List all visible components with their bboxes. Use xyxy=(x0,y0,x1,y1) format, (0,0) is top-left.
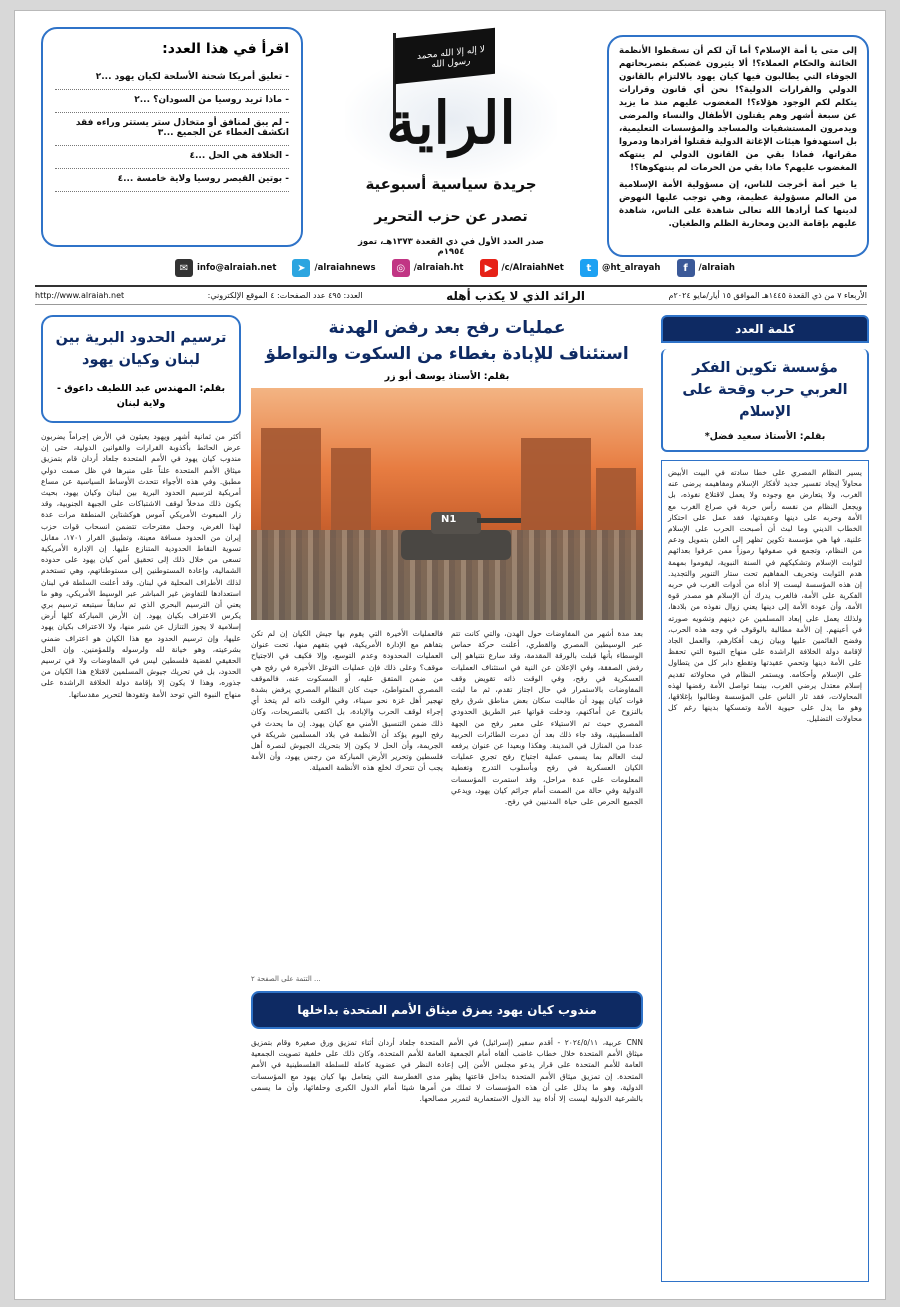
social-handle: /alraiah xyxy=(698,263,735,273)
editorial-author: بقلم: الأستاذ سعيد فضل* xyxy=(704,431,826,442)
lebanon-article-title-box xyxy=(41,315,241,423)
newspaper-logo: الراية xyxy=(386,89,516,157)
article-photo xyxy=(251,388,643,620)
issue-number: العدد: ٤٩٥ عدد الصفحات: ٤ الموقع الإلكتروني: xyxy=(207,291,363,300)
intro-paragraph: إلى متى يا أمة الإسلام؟ أما آن لكم أن تسقطوا الأنظمة الخائنة والحكام العملاء؟! ألا يثيرون غضبكم بتصريحاتهم الجوفاء التي يطالبون فيها كيان يهود بالالتزام بالقانون الدولي والقرارات الدولية؟! نحن أي قانون وقرارات يتكلم لكم الوجود هؤلاء؟! المغضوب عليهم منذ ما يزيد عن سبعة أشهر وهم يقتلون الأطفال والنساء والمرضى ويدمرون المستشفيات والمساجد والمؤسسات التعليمية، بل استهدفوا هيئات الإغاثة الدولية فقتلوا أفرادها ودمروا مقراتها، فماذا بقي من القانون الدولي لم ينتهكه المغضوب عليهم؟ ماذا بقي من الحرمات لم ينتهكوها؟! xyxy=(619,46,857,173)
toc-box xyxy=(41,27,303,247)
toc-item[interactable]: - الخلافة هي الحل ...٤ xyxy=(55,146,289,169)
flag-text: لا إله إلا الله محمد رسول الله xyxy=(417,44,485,71)
social-handle: info@alraiah.net xyxy=(197,263,277,273)
intro-box xyxy=(607,35,869,257)
social-link-twitter[interactable] xyxy=(580,259,661,277)
main-article-author: بقلم: الأستاذ يوسف أبو زر xyxy=(384,371,510,382)
masthead xyxy=(345,29,557,259)
telegram-icon: ➤ xyxy=(292,259,310,277)
twitter-icon: t xyxy=(580,259,598,277)
newspaper-page xyxy=(14,10,886,1300)
publisher-line: تصدر عن حزب التحرير xyxy=(374,209,528,225)
editorial-body: يسير النظام المصري على خطا سادته في البيت الأبيض محاولاً إيجاد تفسير جديد لأفكار الإسلام ومفاهيمه يرضى عنه الغرب، ولا يتعارض مع وجوده ولا يعمل لاقتلاع نفوذه، بل ويجعل النظام من نفسه رأس حربة في صراع الغرب مع الأمة وحربه على دينها وعقيدتها، فقد عمل على احتكار الخطاب الديني وما لبث أن أصبحت الحرب على الإسلام علنية، فها هي مؤسسة تكوين تظهر إلى العلن بتمويل ودعم من النظام، وتجمع في صفوفها رموزاً ممن عرفوا بعدائهم لثوابت الإسلام وتشكيكهم في السنة النبوية، ليقوموا بمهمة هدم الثوابت وتحريف المفاهيم تحت ستار التنوير والتجديد. إن هذه المؤسسة ليست إلا أداة من أدوات الغرب في حربه الفكرية على الأمة، فالغرب يدرك أن الإسلام هو مصدر قوة الأمة، وأن عودة الأمة إلى دينها يعني زوال نفوذه من بلادها، ولذلك يعمل على إبعاد المسلمين عن دينهم وتشويه صورته في أعينهم. إن الأمة مطالبة بالوقوف في وجه هذه الحرب، وفضح القائمين عليها وبيان زيف أفكارهم، والعمل الجاد لإقامة دولة الخلافة الراشدة على منهاج النبوة التي تحفظ على الأمة دينها وتحمي عقيدتها وتقطع دابر كل من يتطاول على الإسلام وأحكامه. ويستمر النظام في محاولاته تقديم إسلام معتدل يرضي الغرب، بينما تواصل الأمة رفضها لهذه المحاولات، فقد ثار الناس على المؤسسة وطالبوا بإغلاقها، وهو ما يدل على حيوية الأمة وتمسكها بدينها رغم كل محاولات التضليل. xyxy=(661,460,869,1282)
social-handle: @ht_alrayah xyxy=(601,263,661,273)
tank-label: N1 xyxy=(441,514,457,525)
editorial-header: كلمة العدد xyxy=(661,315,869,343)
main-article xyxy=(251,315,643,1295)
facebook-icon: f xyxy=(677,259,695,277)
editorial-title[interactable]: مؤسسة تكوين الفكر العربي حرب وقحة على الإسلام xyxy=(682,360,848,420)
social-links-bar xyxy=(175,257,735,279)
news-banner-body: CNN عربية، ٢٠٢٤/٥/١١ - أقدم سفير (إسرائيل) في الأمم المتحدة جلعاد أردان أثناء تمزيق ورق صغيرة وقام بتمزيق ميثاق الأمم المتحدة خلال خطاب غاضب ألقاه أمام الجمعية العامة للأمم المتحدة، وكان ذلك على خلفية تصويت الجمعية العامة للأمم المتحدة على قرار يدعو مجلس الأمن إلى إعادة النظر في عضوية كاملة للسلطة الفلسطينية في الأمم المتحدة. إن تمزيق ميثاق الأمم المتحدة بداخل قاعتها يظهر مدى الغطرسة التي يتعامل بها كيان يهود مع المؤسسات الدولية، وهو ما يدلل على أن هذه المؤسسات لا تملك من أمرها شيئا أمام الدول الكبرى وحلفائها، وأن ما يسمى بالشرعية الدولية ليست إلا أداة بيد الدول الاستعمارية لتمرير مصالحها. xyxy=(251,1038,643,1104)
editorial-title-box xyxy=(661,349,869,452)
social-link-telegram[interactable] xyxy=(292,259,375,277)
youtube-icon: ▶ xyxy=(480,259,498,277)
main-article-col2: فالعمليات الأخيرة التي يقوم بها جيش الكيان إن لم تكن بتفاهم مع الإدارة الأمريكية، فهي بتفهم منها، تحت عنوان العمليات المحدودة وعدم التوسع، وإلا فكيف في الاجتياح موقف؟ وعلى ذلك فإن عمليات التوغل الأخيرة في رفح هي من ضمن المتفق عليه، أو المسكوت عنه، فالموقف المصري المتواطئ، حيث كان النظام المصري يرفض بشدة تهجير أهل غزة نحو سيناء، وفي الوقت ذاته لم يتخذ أي إجراء لوقف الحرب والإبادة، بل اكتفى بالتصريحات، وكان ذلك ضمن التنسيق الأمني مع كيان يهود. إن ما يحدث في رفح اليوم يؤكد أن الأنظمة في بلاد المسلمين شريكة في الجريمة، وأن الحل لا يكون إلا بتحريك الجيوش لنصرة أهل فلسطين وتحرير الأرض المباركة من رجس يهود، وأن الأمة يجب أن تتحرك لخلع هذه الأنظمة العميلة. xyxy=(251,629,443,773)
social-handle: /alraiahnews xyxy=(314,263,376,273)
news-banner[interactable]: مندوب كيان يهود يمزق ميثاق الأمم المتحدة بداخلها xyxy=(251,991,643,1029)
email-icon: ✉ xyxy=(175,259,193,277)
toc-item[interactable]: - بوتين القيصر روسيا ولاية خامسة ...٤ xyxy=(55,169,289,192)
social-link-facebook[interactable] xyxy=(677,259,735,277)
intro-paragraph: يا خير أمة أخرجت للناس، إن مسؤولية الأمة الإسلامية من العالم مسؤولية عظيمة، وهي توجب عليها النهوض لدينها كما أرادها الله تعالى شاهدة على الناس، شاهدة عليهم بإقامة الدين ومحاربة الظلم والطغيان. xyxy=(619,180,857,229)
lebanon-article-body: أكثر من ثمانية أشهر ويهود يعيثون في الأرض إجراماً يضربون عرض الحائط بأكذوبة القرارات والقوانين الدولية، حتى إن مندوب كيان يهود في الأمم المتحدة جلعاد أردان قام بتمزيق ميثاق الأمم المتحدة علناً على منبرها في ظل صمت دولي مطبق. وفي هذه الأجواء تتحدث الأوساط السياسية عن مساع أمريكية لترسيم الحدود البرية بين لبنان وكيان يهود، بحيث يكون ذلك مدخلاً لوقف الاشتباكات على الجبهة الجنوبية، وقد زار المبعوث الأمريكي آموس هوكشتاين المنطقة مرات عدة لهذا الغرض، وحمل مقترحات تتضمن انسحاب قوات حزب إيران من الحدود مسافة معينة، وتطبيق القرار ١٧٠١، مقابل تسوية النقاط الحدودية المتنازع عليها. إن الإدارة الأمريكية تسعى من خلال ذلك إلى تحقيق أمن كيان يهود على حدوده الشمالية، وإعادة المستوطنين إلى مستوطناتهم، وهي تستخدم لذلك الأطراف المحلية في لبنان. وقد أعلنت السلطة في لبنان استعدادها للتفاوض غير المباشر عبر الوسيط الأمريكي، وهو ما يعني أن الترسيم البحري الذي تم سابقاً سيتبعه ترسيم بري يكرس الاعتراف بكيان يهود. إن الأرض المباركة كلها أرض إسلامية لا يجوز التنازل عن شبر منها، ولا الاعتراف بكيان يهود عليها، وإن ترسيم الحدود مع هذا الكيان هو اعتراف ضمني بشرعيته، وهو خيانة لله ولرسوله وللمؤمنين. وإن الحل الحقيقي لقضية فلسطين ليس في المفاوضات ولا في ترسيم الحدود، بل في تحريك جيوش المسلمين لاقتلاع هذا الكيان من جذوره، وهذا لا يكون إلا بإقامة دولة الخلافة الراشدة على منهاج النبوة التي توحد الأمة وتقودها لتحرير مقدساتها. xyxy=(41,432,241,699)
lebanon-article-author: بقلم: المهندس عبد اللطيف داعوق - ولاية لبنان xyxy=(56,383,226,409)
social-handle: /alraiah.ht xyxy=(413,263,464,273)
instagram-icon: ◎ xyxy=(392,259,410,277)
lebanon-article xyxy=(41,315,241,1295)
continued-note: ... التتمة على الصفحة ٢ xyxy=(251,975,321,983)
toc-item[interactable]: - لم يبق لمنافق أو متخاذل ستر يستتر وراءه فقد انكشف الغطاء عن الجميع ...٣ xyxy=(55,113,289,146)
main-article-title-line2[interactable]: استئناف للإبادة بغطاء من السكوت والتواطؤ xyxy=(265,344,629,364)
newspaper-subtitle: جريدة سياسية أسبوعية xyxy=(365,175,537,193)
lebanon-article-title[interactable]: ترسيم الحدود البرية بين لبنان وكيان يهود xyxy=(55,330,227,368)
social-link-youtube[interactable] xyxy=(480,259,564,277)
main-article-col1: بعد مدة أشهر من المفاوضات حول الهدن، والتي كانت تتم عبر الوسيطين المصري والقطري، أعلنت حركة حماس الوسطاء بأنها قبلت بالورقة المقدمة، وقد سارع نتنياهو إلى رفض الصفقة، وفي الإعلان عن النية في استئناف العمليات العسكرية في رفح، وفي الوقت ذاته تقويض وقف المفاوضات بالاستمرار في حال اجتاز تقدم، ثم ما لبثت قوات كيان يهود أن طالبت سكان بعض مناطق شرق رفح بالنزوح عن أماكنهم، ودخلت قواتها عبر الطريق الحدودي المصري حيث تم الاستيلاء على معبر رفح من الجهة الفلسطينية، وقد جاء ذلك بعد أن دمرت الطائرات الحربية عددا من المنازل في المدينة. وهكذا وبعيدا عن عنوان يرفعه لبث العالم بما يسمى عملية اجتياح رفح تجري عمليات الكيان العسكرية في رفح وبأسلوب التدرج وتغطية المعلومات على عدة مراحل، وقد استمرت المؤسسات الدولية وفي حالة من الصمت أمام جرائم كيان يهود، ويدعي الجميع الحرص على حياة المدنيين في رفح. xyxy=(451,629,643,807)
first-issue-line: صدر العدد الأول في ذي القعدة ١٣٧٣هـ، تموز ١٩٥٤م xyxy=(358,237,544,257)
main-article-title-line1[interactable]: عمليات رفح بعد رفض الهدنة xyxy=(328,318,566,338)
main-article-body xyxy=(251,628,643,973)
toc-title: اقرأ في هذا العدد: xyxy=(162,41,289,57)
social-link-instagram[interactable] xyxy=(392,259,464,277)
toc-item[interactable]: - ماذا تريد روسيا من السودان؟ ...٢ xyxy=(55,90,289,113)
newspaper-motto: الرائد الذي لا يكذب أهله xyxy=(446,288,585,303)
tank-graphic xyxy=(401,500,511,570)
issue-date: الأربعاء ٧ من ذي القعدة ١٤٤٥هـ الموافق ١٥ أيار/مايو ٢٠٢٤م xyxy=(668,291,867,300)
issue-info-bar xyxy=(35,285,867,305)
social-link-email[interactable] xyxy=(175,259,276,277)
toc-item[interactable]: - تعليق أمريكا شحنة الأسلحة لكيان يهود ...٢ xyxy=(55,67,289,90)
website-url[interactable]: http://www.alraiah.net xyxy=(35,291,125,300)
editorial-column xyxy=(661,315,869,1295)
social-handle: /c/AlraiahNet xyxy=(501,263,564,273)
